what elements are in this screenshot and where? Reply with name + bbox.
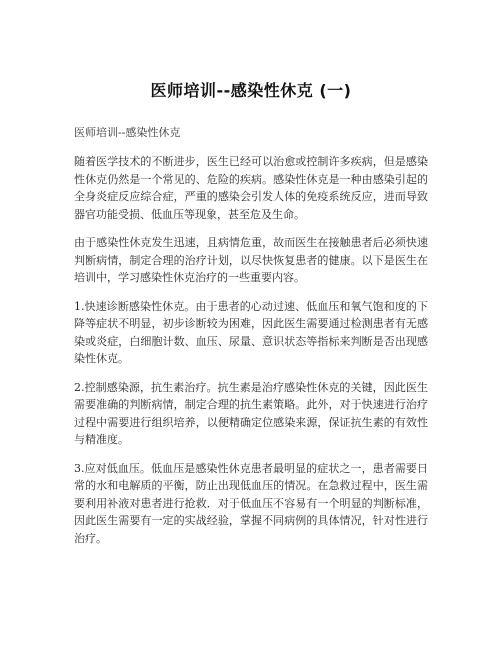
document-title: 医师培训--感染性休克 (一) [150, 81, 352, 100]
paragraph-intro: 随着医学技术的不断进步，医生已经可以治愈或控制许多疾病，但是感染性休克仍然是一个常见的、危险的疾病。感染性休克是一种由感染引起的全身炎症反应综合症，严重的感染会引发人体的免疫系统反应，进而导致器官功能受损、低血压等现象，甚至危及生命。 [74, 155, 428, 221]
paragraph-point-1: 1.快速诊断感染性休克。由于患者的心动过速、低血压和氧气饱和度的下降等症状不明显，初步诊断较为困难，因此医生需要通过检测患者有无感染或炎症，白细胞计数、血压、尿量、意识状态等指标来判断是否出现感染性休克。 [74, 299, 428, 365]
document-subtitle: 医师培训--感染性休克 [74, 126, 181, 139]
paragraph-point-3: 3.应对低血压。低血压是感染性休克患者最明显的症状之一，患者需要日常的水和电解质的平衡，防止出现低血压的情况。在急救过程中，医生需要利用补液对患者进行抢救．对于低血压不容易有一个明显的判断标准，因此医生需要有一定的实战经验，掌握不同病例的具体情况，针对性进行治疗。 [74, 461, 428, 545]
paragraph-point-2: 2.控制感染源，抗生素治疗。抗生素是治疗感染性休克的关键，因此医生需要准确的判断病情，制定合理的抗生素策略。此外，对于快速进行治疗过程中需要进行组织培养，以便精确定位感染来源，保证抗生素的有效性与精准度。 [74, 380, 428, 446]
paragraph-overview: 由于感染性休克发生迅速，且病情危重，故而医生在接触患者后必须快速判断病情，制定合理的治疗计划，以尽快恢复患者的健康。以下是医生在培训中，学习感染性休克治疗的一些重要内容。 [74, 236, 428, 284]
